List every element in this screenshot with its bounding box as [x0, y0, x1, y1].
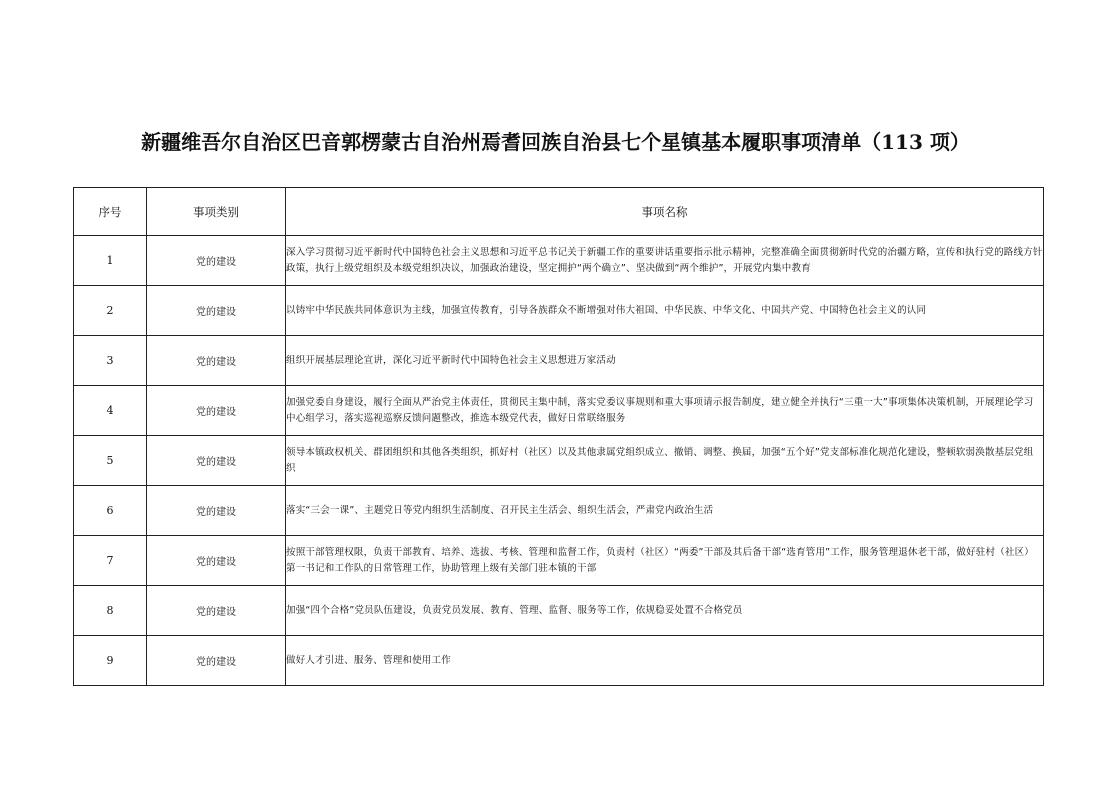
header-serial-number: 序号 — [74, 188, 147, 236]
row-item-category: 党的建设 — [147, 586, 286, 636]
row-item-name: 组织开展基层理论宣讲，深化习近平新时代中国特色社会主义思想进万家活动 — [286, 336, 1044, 386]
row-item-category: 党的建设 — [147, 436, 286, 486]
row-item-category: 党的建设 — [147, 336, 286, 386]
table-row — [74, 536, 1044, 586]
row-serial-number: 7 — [74, 536, 147, 586]
row-item-category: 党的建设 — [147, 486, 286, 536]
row-item-name: 按照干部管理权限，负责干部教育、培养、选拔、考核、管理和监督工作，负责村（社区）“两委”干部及其后备干部“选育管用”工作，服务管理退休老干部，做好驻村（社区）第一书记和工作队的日常管理工作，协助管理上级有关部门驻本镇的干部 — [286, 536, 1044, 586]
row-item-category: 党的建设 — [147, 236, 286, 286]
duty-table — [73, 187, 1044, 686]
row-item-name: 加强党委自身建设，履行全面从严治党主体责任，贯彻民主集中制，落实党委议事规则和重大事项请示报告制度，建立健全并执行“三重一大”事项集体决策机制，开展理论学习中心组学习，落实巡视巡察反馈问题整改，推选本级党代表，做好日常联络服务 — [286, 386, 1044, 436]
row-item-category: 党的建设 — [147, 386, 286, 436]
table-row — [74, 636, 1044, 686]
row-serial-number: 8 — [74, 586, 147, 636]
table-header-row — [74, 188, 1044, 236]
row-item-category: 党的建设 — [147, 536, 286, 586]
duty-table-container — [73, 187, 1043, 686]
table-row — [74, 236, 1044, 286]
row-serial-number: 2 — [74, 286, 147, 336]
row-item-name: 领导本镇政权机关、群团组织和其他各类组织，抓好村（社区）以及其他隶属党组织成立、撤销、调整、换届，加强“五个好”党支部标准化规范化建设，整顿软弱涣散基层党组织 — [286, 436, 1044, 486]
page-title: 新疆维吾尔自治区巴音郭楞蒙古自治州焉耆回族自治县七个星镇基本履职事项清单（113 项） — [141, 130, 970, 154]
header-item-name: 事项名称 — [286, 188, 1044, 236]
row-item-name: 以铸牢中华民族共同体意识为主线，加强宣传教育，引导各族群众不断增强对伟大祖国、中华民族、中华文化、中国共产党、中国特色社会主义的认同 — [286, 286, 1044, 336]
header-item-category: 事项类别 — [147, 188, 286, 236]
table-row — [74, 286, 1044, 336]
table-row — [74, 436, 1044, 486]
table-row — [74, 386, 1044, 436]
row-item-name: 做好人才引进、服务、管理和使用工作 — [286, 636, 1044, 686]
row-serial-number: 5 — [74, 436, 147, 486]
row-serial-number: 1 — [74, 236, 147, 286]
row-serial-number: 4 — [74, 386, 147, 436]
row-serial-number: 6 — [74, 486, 147, 536]
row-item-category: 党的建设 — [147, 286, 286, 336]
row-serial-number: 3 — [74, 336, 147, 386]
row-item-name: 深入学习贯彻习近平新时代中国特色社会主义思想和习近平总书记关于新疆工作的重要讲话重要指示批示精神，完整准确全面贯彻新时代党的治疆方略，宣传和执行党的路线方针政策，执行上级党组织及本级党组织决议，加强政治建设，坚定拥护“两个确立”、坚决做到“两个维护”，开展党内集中教育 — [286, 236, 1044, 286]
table-row — [74, 586, 1044, 636]
row-item-name: 加强“四个合格”党员队伍建设，负责党员发展、教育、管理、监督、服务等工作，依规稳妥处置不合格党员 — [286, 586, 1044, 636]
row-item-category: 党的建设 — [147, 636, 286, 686]
table-row — [74, 336, 1044, 386]
table-row — [74, 486, 1044, 536]
row-serial-number: 9 — [74, 636, 147, 686]
row-item-name: 落实“三会一课”、主题党日等党内组织生活制度、召开民主生活会、组织生活会，严肃党内政治生活 — [286, 486, 1044, 536]
